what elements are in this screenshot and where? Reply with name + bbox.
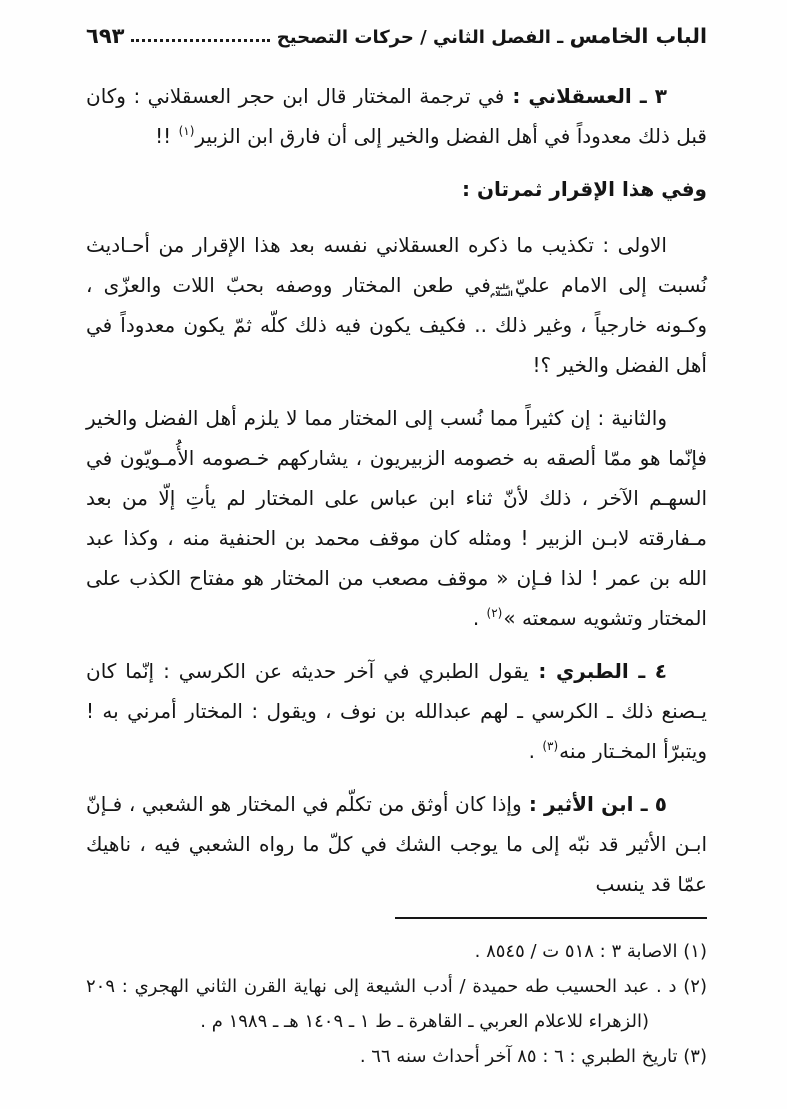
- paragraph-text: في طعن المختار ووصفه بحبّ اللات والعزّى ، وكـونه خارجياً ، وغير ذلك .. فكيف يكون فيه ذلك كلّه ثمّ يكون معدوداً في أهل الفضل والخير ؟!: [86, 273, 707, 377]
- footnote-item-2: (٢) د . عبد الحسيب طه حميدة / أدب الشيعة إلى نهاية القرن الثاني الهجري : ٢٠٩ (الزهراء للاعلام العربي ـ القاهرة ـ ط ١ ـ ١٤٠٩ هـ ـ ١٩٨٩ م .: [86, 976, 707, 1032]
- paragraph-text: والثانية : إن كثيراً مما نُسب إلى المختار مما لا يلزم أهل الفضل والخير فإنّما هو ممّا ألصقه به خصومه الزبيريون ، يشاركهم خـصومه الأُمـويّون في السهـم الآخر ، ذلك لأنّ ثناء ابن عباس على المختار لم يأتِ إلّا من بعد مـفارقته لابـن الزبير ! ومثله كان موقف محمد بن الحنفية منه ، وكذا عبد الله بن عمر ! لذا فـإن « موقف مصعب من المختار هو مفتاح الكذب على المختار وتشويه سمعته »: [86, 406, 707, 630]
- paragraph-tail: .: [472, 606, 486, 630]
- paragraph-tail: !!: [155, 124, 178, 148]
- dot-leader: [131, 39, 269, 42]
- paragraph-text: وإذا كان أوثق من تكلّم في المختار هو الشعبي ، فـإنّ ابـن الأثير قد نبّه إلى ما يوجب الشك في كلّ ما رواه الشعبي فيه ، ناهيك عمّا قد ينسب: [86, 792, 707, 896]
- running-head: [86, 24, 707, 48]
- footnotes-section: [86, 917, 707, 1109]
- entry-number-tabari: ٤ ـ الطبري :: [528, 659, 667, 683]
- chapter-section-title: [277, 24, 707, 48]
- chapter-title: الباب الخامس: [569, 24, 707, 48]
- paragraph-tail: .: [528, 739, 542, 763]
- alayhis-salam-mark: عليه السلام: [490, 283, 513, 298]
- paragraph-text: يقول الطبري في آخر حديثه عن الكرسي : إنّما كان يـصنع ذلك ـ الكرسي ـ لهم عبدالله بن نوف ، ويقول : المختار أمرني به ! ويتبرّأ المخـتار منه: [86, 659, 707, 763]
- subhead-iqrar-thamaratan: وفي هذا الإقرار ثمرتان :: [462, 177, 707, 201]
- paragraph-second-fruit: [86, 398, 707, 638]
- footnote-item-1: (١) الاصابة ٣ : ٥١٨ ت / ٨٥٤٥ .: [474, 941, 707, 962]
- paragraph-first-fruit: [86, 225, 707, 385]
- paragraph-text: الاولى : تكذيب ما ذكره العسقلاني نفسه بعد هذا الإقرار من أحـاديث نُسبت إلى الامام عليّ: [86, 233, 707, 297]
- paragraph-ibn-athir: [86, 784, 707, 904]
- entry-number-ibn-athir: ٥ ـ ابن الأثير :: [521, 792, 667, 816]
- page-content: [86, 76, 707, 917]
- footnote-item-3: (٣) تاريخ الطبري : ٦ : ٨٥ آخر أحداث سنه ٦٦ .: [359, 1046, 707, 1067]
- paragraph-tabari: [86, 651, 707, 771]
- footnote-separator: [395, 917, 707, 919]
- footnote-ref-2: (٢): [486, 606, 503, 620]
- paragraph-text: في ترجمة المختار قال ابن حجر العسقلاني : وكان قبل ذلك معدوداً في أهل الفضل والخير إلى أن فارق ابن الزبير: [86, 84, 707, 148]
- page-number: ٦٩٣: [86, 24, 125, 48]
- entry-number-asqalani: ٣ ـ العسقلاني :: [504, 84, 667, 108]
- section-title: ـ الفصل الثاني / حركات التصحيح: [276, 27, 570, 48]
- footnote-ref-1: (١): [178, 124, 195, 138]
- footnote-ref-3: (٣): [542, 739, 559, 753]
- paragraph-asqalani: [86, 76, 707, 156]
